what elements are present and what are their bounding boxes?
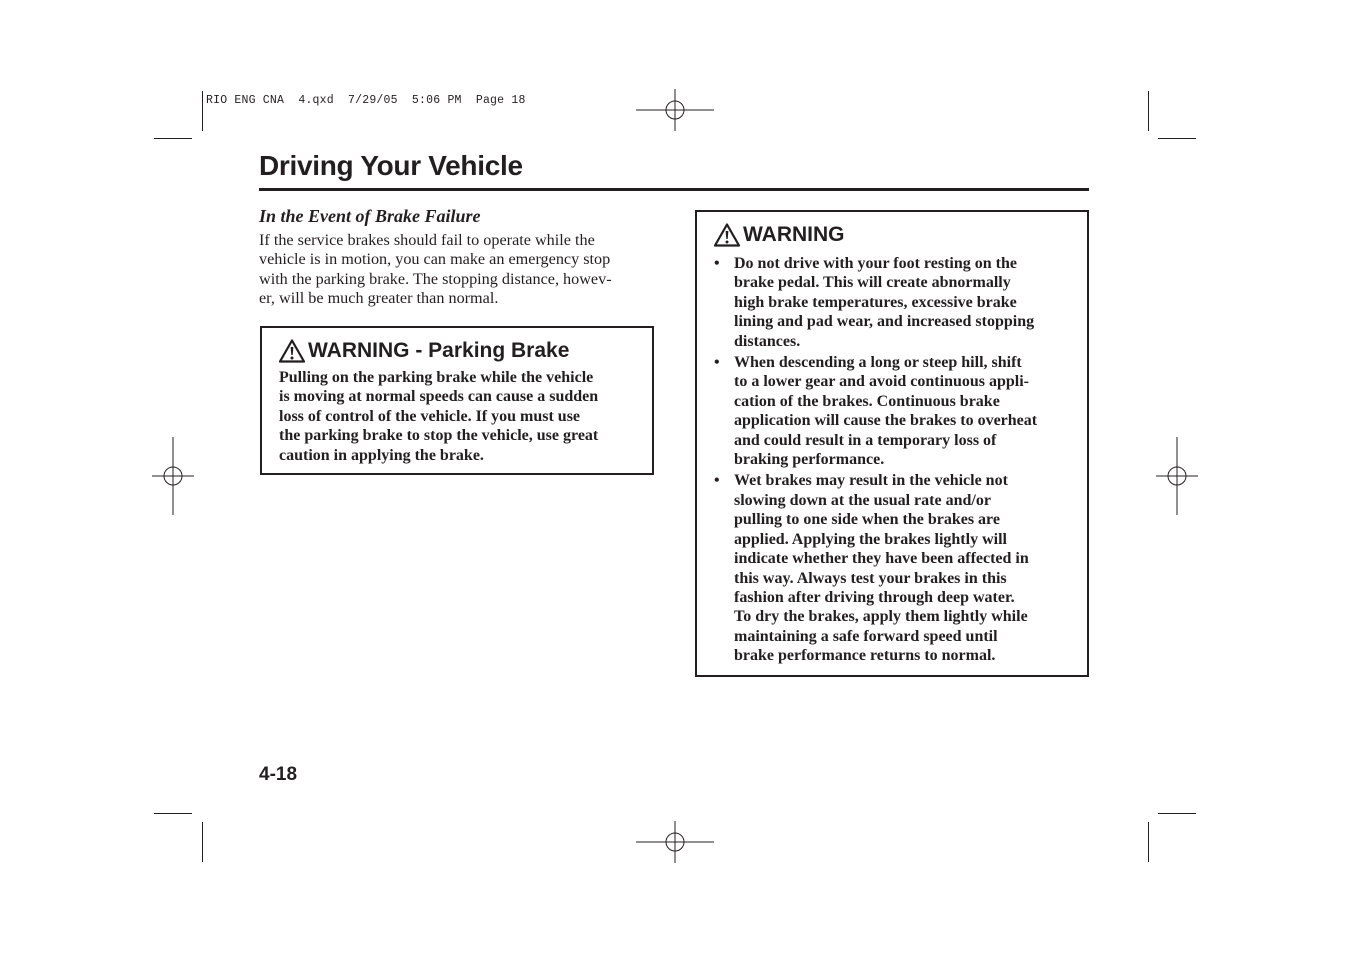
list-item	[714, 254, 1074, 351]
brake-warning-box	[695, 210, 1089, 677]
warning-text	[279, 368, 641, 465]
page-title: Driving Your Vehicle	[259, 150, 523, 181]
warning-heading	[714, 223, 845, 247]
warning-line: caution in applying the brake.	[279, 446, 484, 464]
paragraph-line: er, will be much greater than normal.	[259, 288, 499, 307]
crop-mark	[154, 138, 192, 139]
item-line: lining and pad wear, and increased stopping	[734, 313, 1035, 331]
warning-heading	[279, 339, 569, 363]
section-heading: In the Event of Brake Failure	[259, 206, 481, 226]
item-line: distances.	[734, 332, 801, 350]
parking-brake-warning-box	[260, 326, 654, 475]
warning-list	[714, 254, 1074, 668]
warning-title: WARNING	[743, 223, 845, 246]
item-line: and could result in a temporary loss of	[734, 431, 997, 449]
registration-mark-icon	[152, 437, 194, 515]
paragraph-line: with the parking brake. The stopping distance, howev-	[259, 269, 612, 288]
print-slug: RIO ENG CNA 4.qxd 7/29/05 5:06 PM Page 18	[206, 94, 526, 107]
title-rule	[259, 188, 1089, 191]
crop-mark	[202, 91, 203, 131]
item-line: cation of the brakes. Continuous brake	[734, 392, 1000, 410]
bullet: •	[714, 354, 720, 372]
list-item	[714, 353, 1074, 469]
bullet: •	[714, 255, 720, 272]
crop-mark	[1148, 822, 1149, 862]
crop-mark	[1158, 138, 1196, 139]
item-line: Do not drive with your foot resting on the	[734, 255, 1017, 272]
item-line: indicate whether they have been affected in	[734, 550, 1029, 568]
registration-mark-icon	[636, 89, 714, 131]
crop-mark	[1158, 813, 1196, 814]
item-line: to a lower gear and avoid continuous appli-	[734, 373, 1030, 391]
item-line: high brake temperatures, excessive brake	[734, 293, 1017, 311]
item-line: applied. Applying the brakes lightly will	[734, 530, 1007, 548]
item-line: brake pedal. This will create abnormally	[734, 274, 1011, 292]
item-line: When descending a long or steep hill, shift	[734, 354, 1022, 372]
item-line: maintaining a safe forward speed until	[734, 627, 998, 645]
item-line: this way. Always test your brakes in this	[734, 569, 1007, 587]
item-line: pulling to one side when the brakes are	[734, 511, 1000, 529]
item-line: Wet brakes may result in the vehicle not	[734, 472, 1008, 490]
registration-mark-icon	[636, 821, 714, 863]
section-paragraph	[259, 231, 651, 308]
item-line: To dry the brakes, apply them lightly while	[734, 608, 1028, 626]
warning-triangle-icon	[714, 223, 740, 247]
item-line: braking performance.	[734, 451, 885, 469]
paragraph-line: vehicle is in motion, you can make an emergency stop	[259, 250, 611, 269]
list-item	[714, 471, 1074, 665]
crop-mark	[154, 813, 192, 814]
registration-mark-icon	[1156, 437, 1198, 515]
page-number: 4-18	[259, 764, 298, 785]
warning-line: is moving at normal speeds can cause a sudden	[279, 388, 599, 406]
bullet: •	[714, 472, 720, 490]
item-line: application will cause the brakes to overheat	[734, 412, 1038, 430]
crop-mark	[202, 822, 203, 862]
item-line: brake performance returns to normal.	[734, 647, 996, 665]
paragraph-line: If the service brakes should fail to operate while the	[259, 231, 595, 249]
warning-title: WARNING - Parking Brake	[308, 339, 570, 362]
item-line: slowing down at the usual rate and/or	[734, 491, 991, 509]
crop-mark	[1148, 91, 1149, 131]
item-line: fashion after driving through deep water.	[734, 588, 1015, 606]
warning-line: the parking brake to stop the vehicle, use great	[279, 427, 599, 445]
warning-line: loss of control of the vehicle. If you must use	[279, 407, 581, 425]
warning-line: Pulling on the parking brake while the vehicle	[279, 369, 594, 386]
warning-triangle-icon	[279, 339, 305, 363]
